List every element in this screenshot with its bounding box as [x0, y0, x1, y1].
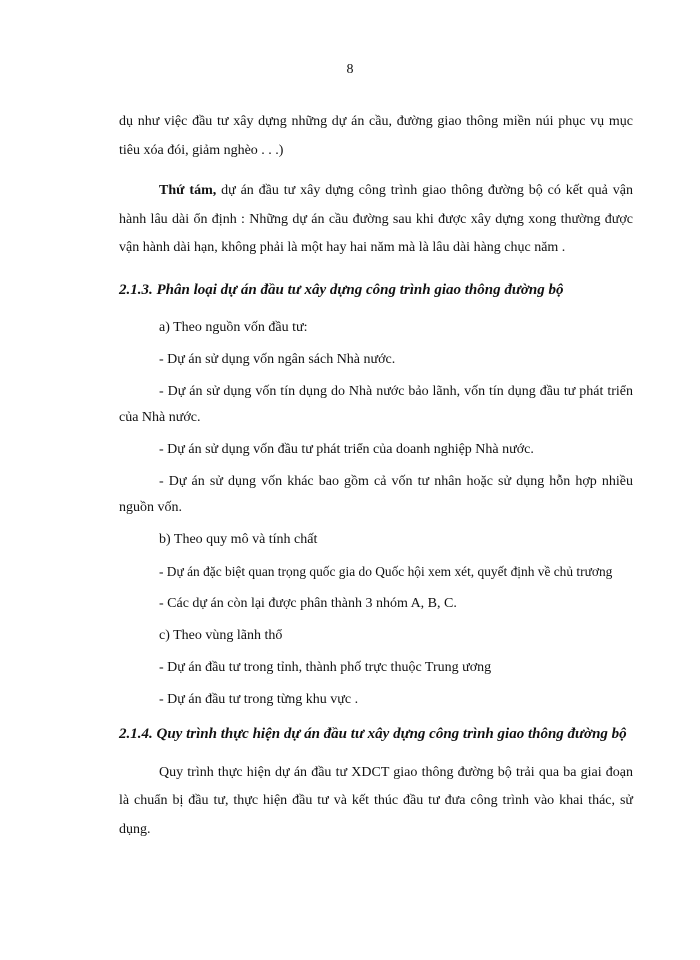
list-item: - Các dự án còn lại được phân thành 3 nhóm A, B, C.	[159, 595, 457, 611]
paragraph-thu-tam	[119, 177, 633, 263]
list-item: - Dự án đặc biệt quan trọng quốc gia do Quốc hội xem xét, quyết định về chủ trương	[159, 563, 613, 579]
section-heading-2-1-4: 2.1.4. Quy trình thực hiện dự án đầu tư xây dựng công trình giao thông đường bộ	[119, 725, 627, 742]
page-number: 8	[346, 62, 354, 77]
list-item: - Dự án sử dụng vốn ngân sách Nhà nước.	[159, 351, 396, 367]
paragraph-quy-trinh: Quy trình thực hiện dự án đầu tư XDCT giao thông đường bộ trải qua ba giai đoạn là chuẩn bị đầu tư, thực hiện đầu tư và kết thúc đầu tư đưa công trình vào khai thác, sử dụng.	[119, 764, 633, 837]
list-item: - Dự án sử dụng vốn tín dụng do Nhà nước bảo lãnh, vốn tín dụng đầu tư phát triển của Nhà nước.	[119, 383, 633, 425]
section-heading-2-1-3: 2.1.3. Phân loại dự án đầu tư xây dựng công trình giao thông đường bộ	[119, 281, 564, 298]
list-item: - Dự án sử dụng vốn đầu tư phát triển của doanh nghiệp Nhà nước.	[159, 441, 534, 457]
list-heading-b: b) Theo quy mô và tính chất	[159, 531, 318, 547]
list-heading-c: c) Theo vùng lãnh thổ	[159, 627, 283, 643]
paragraph-continuation: dụ như việc đầu tư xây dựng những dự án cầu, đường giao thông miền núi phục vụ mục tiêu xóa đói, giảm nghèo . . .)	[119, 114, 633, 158]
list-heading-a: a) Theo nguồn vốn đầu tư:	[159, 319, 308, 335]
list-item: - Dự án sử dụng vốn khác bao gồm cả vốn tư nhân hoặc sử dụng hỗn hợp nhiều nguồn vốn.	[119, 473, 633, 515]
paragraph-lead: Thứ tám,	[159, 183, 217, 198]
list-item: - Dự án đầu tư trong từng khu vực .	[159, 691, 359, 707]
paragraph-text: dự án đầu tư xây dựng công trình giao thông đường bộ có kết quả vận hành lâu dài ổn định : Những dự án cầu đường sau khi được xây dựng xong thường được vận hành dài hạn, không phải là một hay hai năm mà là lâu dài hàng chục năm .	[119, 183, 633, 255]
list-item: - Dự án đầu tư trong tỉnh, thành phố trực thuộc Trung ương	[159, 659, 492, 675]
document-body	[119, 108, 633, 856]
